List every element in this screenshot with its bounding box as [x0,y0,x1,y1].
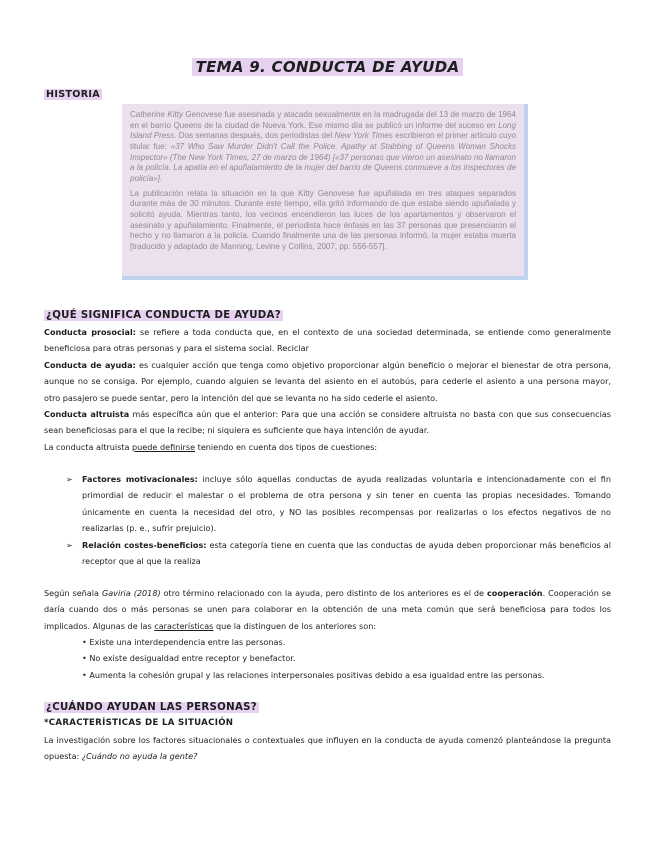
list-item: • No existe desigualdad entre receptor y benefactor. [82,653,296,664]
definir-underlined: puede definirse [132,441,196,452]
page-title: TEMA 9. CONDUCTA DE AYUDA [0,58,655,76]
quote-paragraph-1: Catherine Kitty Genovese fue asesinada y atacada sexualmente en la madrugada del 13 de marzo de 1964 en el barrio Queens de la ciudad de Nueva York. Ese mismo día se publicó un informe del suceso en Long Island Press. Dos semanas después, dos periodistas del New York Times escribieron el primer artículo cuyo titular fue: «37 Who Saw Murder Didn't Call the Police. Apathy at Stabbing of Queens Woman Shocks Inspector» (The New York Times, 27 de marzo de 1964) [«37 personas que vieron un asesinato no llamaron a la policía. La apatía en el apuñalamiento de la mujer del barrio de Queens conmueve a los inspectores de policía»]. [130,110,516,183]
cuando-heading: ¿CUÁNDO AYUDAN LAS PERSONAS? [46,702,257,713]
quote-paragraph-2: La publicación relata la situación en la que Kitty Genovese fue apuñalada en tres ataques separados durante más de 30 minutos. Durante este tiempo, ella gritó informando de que estaba siendo apuñalada y solicitó ayuda. Mientras tanto, los vecinos encendieron las luces de los apartamentos y observaron el asesinato y apuñalamiento. Finalmente, el periodista hace énfasis en las 37 personas que presenciaron el hecho y no llamaron a la policía. Cuando finalmente una de las personas informó, la mujer estaba muerta [traducido y adaptado de Manning, Levine y Collins, 2007, pp. 556-557]. [130,188,516,251]
historia-heading: HISTORIA [46,89,100,100]
que-significa-heading: ¿QUÉ SIGNIFICA CONDUCTA DE AYUDA? [46,310,281,321]
prosocial-definition: Conducta prosocial: se refiere a toda conducta que, en el contexto de una sociedad determinada, se entiende como generalmente beneficiosa para otras personas y para el sistema social. Reciclar [44,327,611,354]
definitions-block [44,324,611,455]
arrow-bullet-icon: ➢ [66,540,73,550]
cooperacion-paragraph: Según señala Gaviria (2018) otro término relacionado con la ayuda, pero distinto de los anteriores es el de cooperación. Cooperación se daría cuando dos o más personas se unen para colaborar en la obtención de una meta común que será beneficiosa para todos los implicados. Algunas de las características que la distinguen de los anteriores son: [44,588,611,631]
list-item-costes-beneficios: ➢ Relación costes-beneficios: esta categoría tiene en cuenta que las conductas de ayuda deben proporcionar más beneficios al receptor que al que la realiza [66,537,611,570]
definir-line: La conducta altruista puede definirse teniendo en cuenta dos tipos de cuestiones: [44,441,378,452]
list-item: • Aumenta la cohesión grupal y las relaciones interpersonales positivas debido a esa igualdad entre las personas. [82,669,545,680]
list-item-motivacionales: ➢ Factores motivacionales: incluye sólo aquellas conductas de ayuda realizadas voluntaria e intencionadamente con el fin primordial de reducir el malestar o el problema de otra persona y sin tener en cuenta las propias necesidades. Tomando únicamente en cuenta la necesidad del otro, y NO las posibles recompensas por realizarlas o los efectos negativos de no realizarlas (p. e., sufrir prejuicio). [66,471,611,537]
cooperacion-bullets [82,634,611,683]
situacion-subheading: *CARACTERÍSTICAS DE LA SITUACIÓN [44,718,234,728]
arrow-bullet-icon: ➢ [66,474,73,484]
ayuda-definition: Conducta de ayuda: es cualquier acción que tenga como objetivo proporcionar algún beneficio o mejorar el bienestar de otra persona, aunque no se consiga. Por ejemplo, cuando alguien se levanta del asiento en el autobús, para cederle el asiento a una persona mayor, otro pasajero se puede sentar, pero la intención del que se levanta no ha sido cederle el asiento. [44,359,612,403]
list-item: • Existe una interdependencia entre las personas. [82,637,286,647]
cuando-paragraph: La investigación sobre los factores situacionales o contextuales que influyen en la conducta de ayuda comenzó planteándose la pregunta opuesta: ¿Cuándo no ayuda la gente? [44,735,611,762]
altruista-definition: Conducta altruista más específica aún que el anterior: Para que una acción se considere altruista no basta con que sus consecuencias sean beneficiosas para el que la recibe; ni siquiera es suficiente que haya intención de ayudar. [44,409,611,436]
historia-quote-box [122,104,528,280]
